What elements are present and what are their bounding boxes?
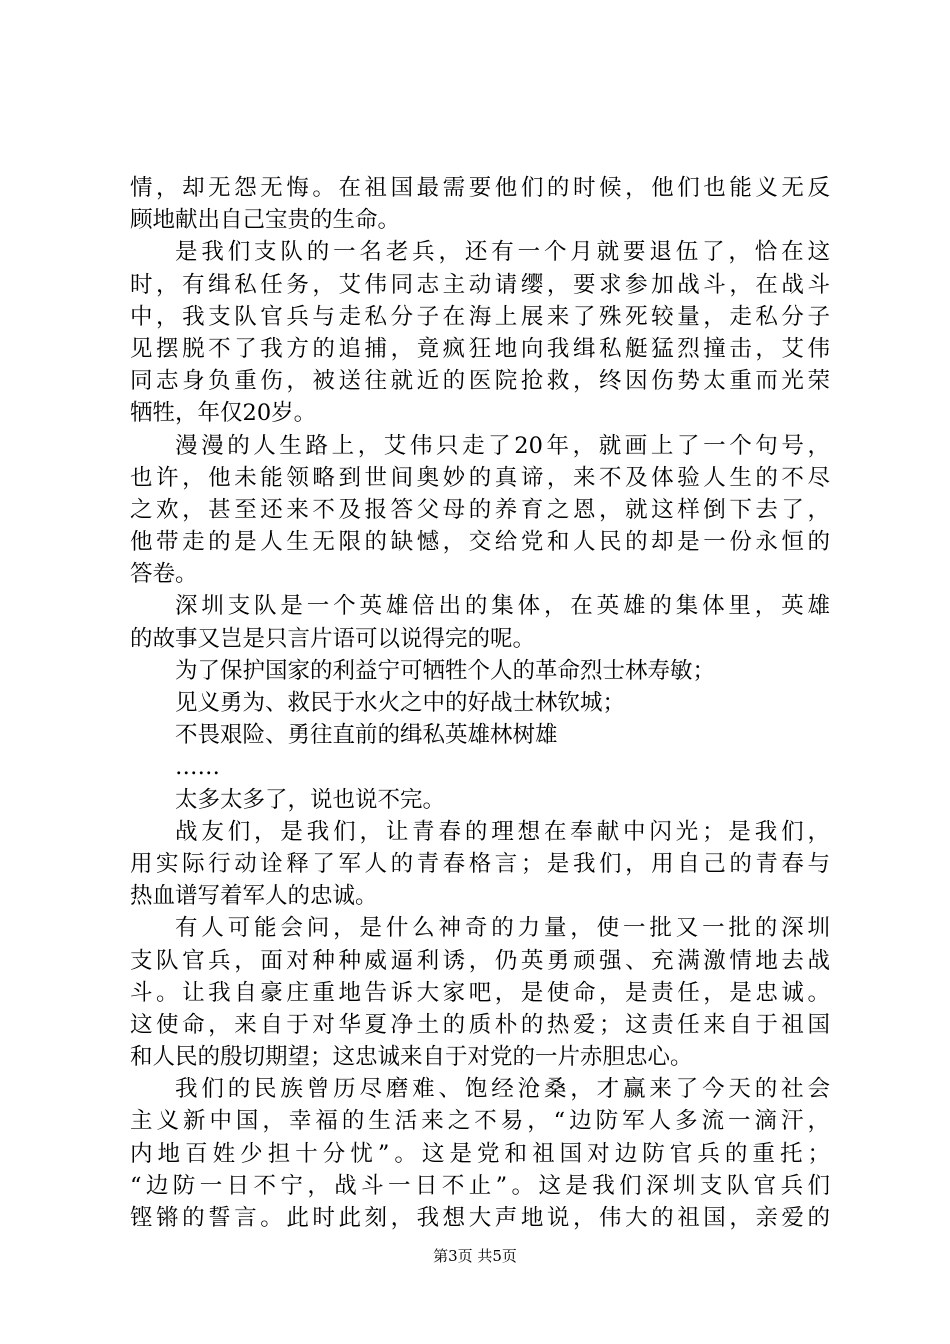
text-line: …… (175, 754, 220, 781)
page-footer (0, 1245, 950, 1266)
text-line: 我们的民族曾历尽磨难、饱经沧桑，才赢来了今天的社会 (175, 1076, 830, 1103)
text-line: 这使命，来自于对华夏净土的质朴的热爱；这责任来自于祖国 (130, 1011, 830, 1038)
text-line: 有人可能会问，是什么神奇的力量，使一批又一批的深圳 (175, 915, 830, 942)
text-line: 时，有缉私任务，艾伟同志主动请缨，要求参加战斗，在战斗 (130, 271, 830, 298)
text-line: 不畏艰险、勇往直前的缉私英雄林树雄 (175, 722, 558, 749)
text-line: 铿锵的誓言。此时此刻，我想大声地说，伟大的祖国，亲爱的 (130, 1205, 830, 1231)
text-line: 的故事又岂是只言片语可以说得完的呢。 (130, 625, 536, 652)
text-line: 是我们支队的一名老兵，还有一个月就要退伍了，恰在这 (175, 239, 830, 266)
text-line: 漫漫的人生路上，艾伟只走了20年，就画上了一个句号， (175, 432, 830, 459)
text-line: 支队官兵，面对种种威逼利诱，仍英勇顽强、充满激情地去战 (130, 947, 830, 974)
text-line: 也许，他未能领略到世间奥妙的真谛，来不及体验人生的不尽 (130, 464, 830, 491)
text-line: 太多太多了，说也说不完。 (175, 786, 446, 813)
text-line: 同志身负重伤，被送往就近的医院抢救，终因伤势太重而光荣 (130, 368, 830, 395)
text-line: 深圳支队是一个英雄倍出的集体，在英雄的集体里，英雄 (175, 593, 830, 620)
document-body (130, 172, 830, 1234)
text-line: “边防一日不宁，战斗一日不止”。这是我们深圳支队官兵们 (130, 1172, 830, 1199)
text-line: 答卷。 (130, 561, 198, 588)
text-line: 主义新中国，幸福的生活来之不易，“边防军人多流一滴汗， (130, 1108, 830, 1135)
text-line: 见义勇为、救民于水火之中的好战士林钦城； (175, 690, 626, 716)
text-line: 情，却无怨无悔。在祖国最需要他们的时候，他们也能义无反 (130, 175, 830, 201)
text-line: 之欢，甚至还来不及报答父母的养育之恩，就这样倒下去了， (130, 496, 830, 523)
text-line: 他带走的是人生无限的缺憾，交给党和人民的却是一份永恒的 (130, 529, 830, 556)
text-line: 用实际行动诠释了军人的青春格言；是我们，用自己的青春与 (130, 850, 830, 877)
text-line: 中，我支队官兵与走私分子在海上展来了殊死较量，走私分子 (130, 303, 830, 330)
text-line: 和人民的殷切期望；这忠诚来自于对党的一片赤胆忠心。 (130, 1044, 693, 1071)
text-line: 见摆脱不了我方的追捕，竟疯狂地向我缉私艇猛烈撞击，艾伟 (130, 335, 830, 362)
text-line: 顾地献出自己宝贵的生命。 (130, 207, 401, 234)
text-line: 斗。让我自豪庄重地告诉大家吧，是使命，是责任，是忠诚。 (130, 979, 830, 1006)
text-line: 热血谱写着军人的忠诚。 (130, 883, 378, 910)
text-line: 战友们，是我们，让青春的理想在奉献中闪光；是我们， (175, 818, 830, 845)
text-line: 内地百姓少担十分忧”。这是党和祖国对边防官兵的重托； (130, 1140, 830, 1167)
page-number-label: 第3页 共5页 (433, 1247, 517, 1265)
text-line: 牺牲，年仅20岁。 (130, 400, 317, 427)
text-line: 为了保护国家的利益宁可牺牲个人的革命烈士林寿敏； (175, 657, 716, 684)
